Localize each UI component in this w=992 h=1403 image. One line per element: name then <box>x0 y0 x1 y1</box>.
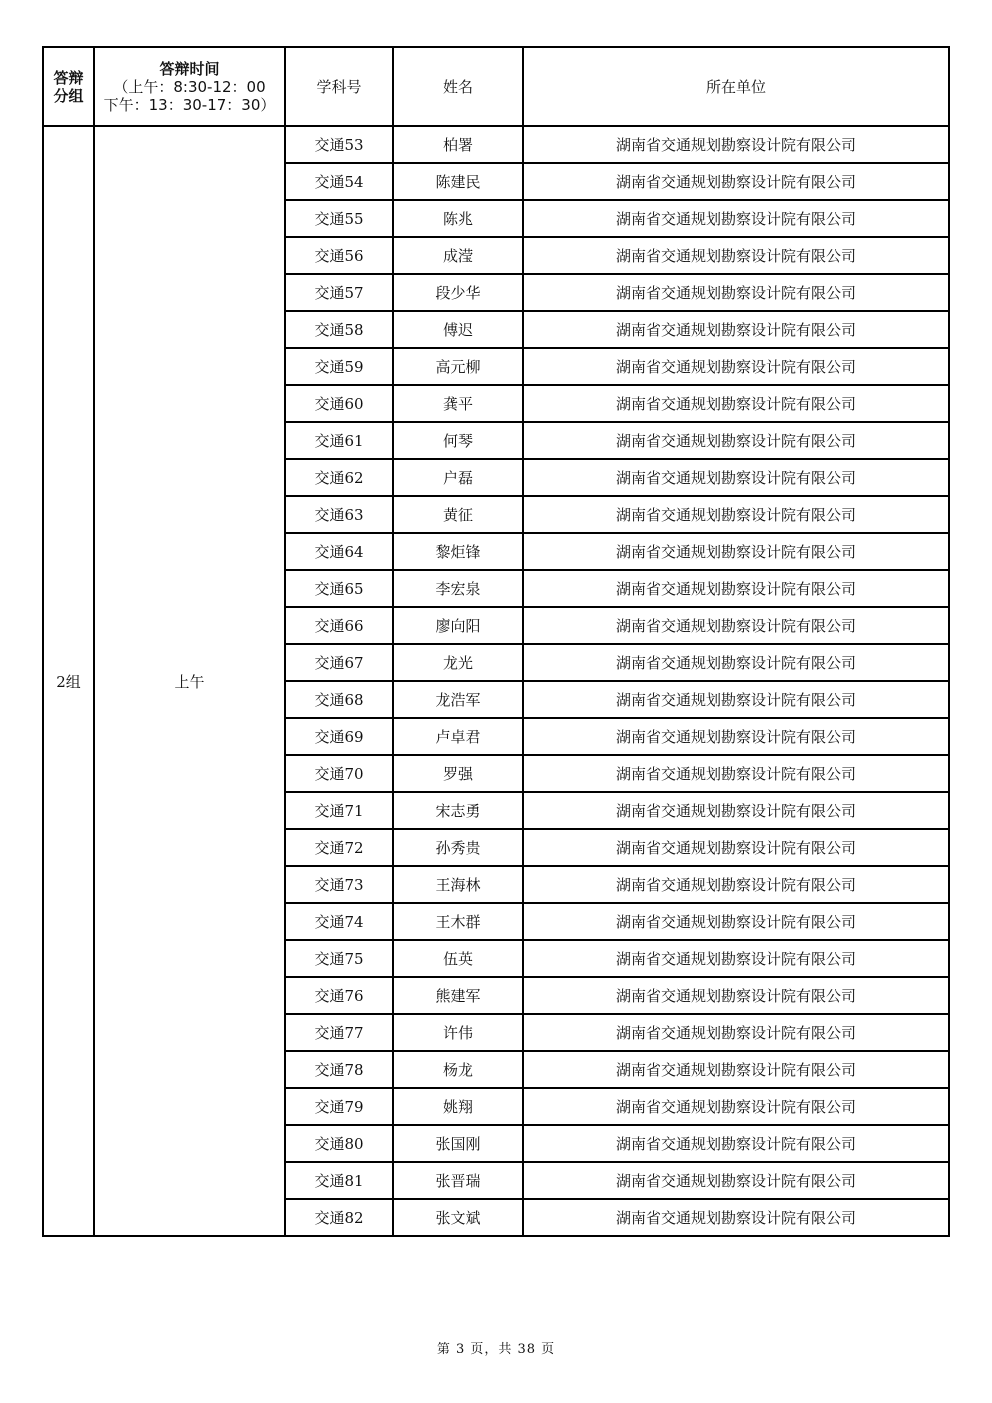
subject-number-cell: 交通54 <box>285 163 393 200</box>
page-number: 第 3 页，共 38 页 <box>436 1342 556 1357</box>
header-defense-time <box>94 47 285 126</box>
name-cell: 龚平 <box>393 385 523 422</box>
unit-cell: 湖南省交通规划勘察设计院有限公司 <box>523 755 949 792</box>
name-cell: 卢卓君 <box>393 718 523 755</box>
name-cell: 张国刚 <box>393 1125 523 1162</box>
subject-number-cell: 交通53 <box>285 126 393 163</box>
subject-number-cell: 交通74 <box>285 903 393 940</box>
unit-cell: 湖南省交通规划勘察设计院有限公司 <box>523 274 949 311</box>
unit-cell: 湖南省交通规划勘察设计院有限公司 <box>523 385 949 422</box>
subject-number-cell: 交通59 <box>285 348 393 385</box>
name-cell: 黎炬锋 <box>393 533 523 570</box>
header-time-pm: 下午：13：30-17：30） <box>103 95 276 114</box>
name-cell: 张晋瑞 <box>393 1162 523 1199</box>
header-group-line2: 分组 <box>53 86 84 105</box>
subject-number-cell: 交通58 <box>285 311 393 348</box>
subject-number-cell: 交通82 <box>285 1199 393 1236</box>
unit-cell: 湖南省交通规划勘察设计院有限公司 <box>523 1051 949 1088</box>
subject-number-cell: 交通76 <box>285 977 393 1014</box>
subject-number-cell: 交通61 <box>285 422 393 459</box>
name-cell: 伍英 <box>393 940 523 977</box>
subject-number-cell: 交通64 <box>285 533 393 570</box>
name-cell: 宋志勇 <box>393 792 523 829</box>
unit-cell: 湖南省交通规划勘察设计院有限公司 <box>523 1199 949 1236</box>
unit-cell: 湖南省交通规划勘察设计院有限公司 <box>523 459 949 496</box>
name-cell: 陈建民 <box>393 163 523 200</box>
subject-number-cell: 交通72 <box>285 829 393 866</box>
unit-cell: 湖南省交通规划勘察设计院有限公司 <box>523 866 949 903</box>
name-cell: 张文斌 <box>393 1199 523 1236</box>
name-cell: 廖向阳 <box>393 607 523 644</box>
name-cell: 户磊 <box>393 459 523 496</box>
subject-number-cell: 交通63 <box>285 496 393 533</box>
unit-cell: 湖南省交通规划勘察设计院有限公司 <box>523 422 949 459</box>
subject-number-cell: 交通68 <box>285 681 393 718</box>
name-cell: 杨龙 <box>393 1051 523 1088</box>
name-cell: 王海林 <box>393 866 523 903</box>
name-cell: 王木群 <box>393 903 523 940</box>
subject-number-cell: 交通71 <box>285 792 393 829</box>
header-subject-number: 学科号 <box>285 47 393 126</box>
name-cell: 段少华 <box>393 274 523 311</box>
unit-cell: 湖南省交通规划勘察设计院有限公司 <box>523 163 949 200</box>
header-time-title: 答辩时间 <box>159 59 220 78</box>
name-cell: 罗强 <box>393 755 523 792</box>
subject-number-cell: 交通62 <box>285 459 393 496</box>
unit-cell: 湖南省交通规划勘察设计院有限公司 <box>523 533 949 570</box>
subject-number-cell: 交通66 <box>285 607 393 644</box>
name-cell: 成滢 <box>393 237 523 274</box>
unit-cell: 湖南省交通规划勘察设计院有限公司 <box>523 1162 949 1199</box>
unit-cell: 湖南省交通规划勘察设计院有限公司 <box>523 903 949 940</box>
header-group-line1: 答辩 <box>53 68 84 87</box>
name-cell: 何琴 <box>393 422 523 459</box>
name-cell: 龙浩军 <box>393 681 523 718</box>
unit-cell: 湖南省交通规划勘察设计院有限公司 <box>523 200 949 237</box>
unit-cell: 湖南省交通规划勘察设计院有限公司 <box>523 644 949 681</box>
table-body <box>43 126 949 1236</box>
name-cell: 高元柳 <box>393 348 523 385</box>
name-cell: 傅迟 <box>393 311 523 348</box>
name-cell: 姚翔 <box>393 1088 523 1125</box>
subject-number-cell: 交通65 <box>285 570 393 607</box>
unit-cell: 湖南省交通规划勘察设计院有限公司 <box>523 1014 949 1051</box>
table-header-row <box>43 47 949 126</box>
subject-number-cell: 交通70 <box>285 755 393 792</box>
name-cell: 熊建军 <box>393 977 523 1014</box>
header-time-am: （上午：8:30-12：00 <box>113 77 266 96</box>
subject-number-cell: 交通79 <box>285 1088 393 1125</box>
name-cell: 黄征 <box>393 496 523 533</box>
unit-cell: 湖南省交通规划勘察设计院有限公司 <box>523 237 949 274</box>
unit-cell: 湖南省交通规划勘察设计院有限公司 <box>523 718 949 755</box>
name-cell: 柏署 <box>393 126 523 163</box>
unit-cell: 湖南省交通规划勘察设计院有限公司 <box>523 829 949 866</box>
defense-schedule-table <box>42 46 950 1237</box>
unit-cell: 湖南省交通规划勘察设计院有限公司 <box>523 496 949 533</box>
subject-number-cell: 交通75 <box>285 940 393 977</box>
table-row <box>43 126 949 163</box>
subject-number-cell: 交通73 <box>285 866 393 903</box>
subject-number-cell: 交通57 <box>285 274 393 311</box>
header-name: 姓名 <box>393 47 523 126</box>
subject-number-cell: 交通78 <box>285 1051 393 1088</box>
unit-cell: 湖南省交通规划勘察设计院有限公司 <box>523 1125 949 1162</box>
unit-cell: 湖南省交通规划勘察设计院有限公司 <box>523 311 949 348</box>
subject-number-cell: 交通55 <box>285 200 393 237</box>
unit-cell: 湖南省交通规划勘察设计院有限公司 <box>523 1088 949 1125</box>
unit-cell: 湖南省交通规划勘察设计院有限公司 <box>523 607 949 644</box>
unit-cell: 湖南省交通规划勘察设计院有限公司 <box>523 570 949 607</box>
subject-number-cell: 交通69 <box>285 718 393 755</box>
unit-cell: 湖南省交通规划勘察设计院有限公司 <box>523 681 949 718</box>
defense-group-cell: 2组 <box>43 126 94 1236</box>
name-cell: 孙秀贵 <box>393 829 523 866</box>
subject-number-cell: 交通80 <box>285 1125 393 1162</box>
header-unit: 所在单位 <box>523 47 949 126</box>
name-cell: 龙光 <box>393 644 523 681</box>
subject-number-cell: 交通77 <box>285 1014 393 1051</box>
header-defense-group <box>43 47 94 126</box>
subject-number-cell: 交通60 <box>285 385 393 422</box>
unit-cell: 湖南省交通规划勘察设计院有限公司 <box>523 126 949 163</box>
name-cell: 陈兆 <box>393 200 523 237</box>
unit-cell: 湖南省交通规划勘察设计院有限公司 <box>523 792 949 829</box>
unit-cell: 湖南省交通规划勘察设计院有限公司 <box>523 940 949 977</box>
defense-session-cell: 上午 <box>94 126 285 1236</box>
name-cell: 许伟 <box>393 1014 523 1051</box>
name-cell: 李宏泉 <box>393 570 523 607</box>
subject-number-cell: 交通56 <box>285 237 393 274</box>
subject-number-cell: 交通67 <box>285 644 393 681</box>
unit-cell: 湖南省交通规划勘察设计院有限公司 <box>523 348 949 385</box>
unit-cell: 湖南省交通规划勘察设计院有限公司 <box>523 977 949 1014</box>
subject-number-cell: 交通81 <box>285 1162 393 1199</box>
